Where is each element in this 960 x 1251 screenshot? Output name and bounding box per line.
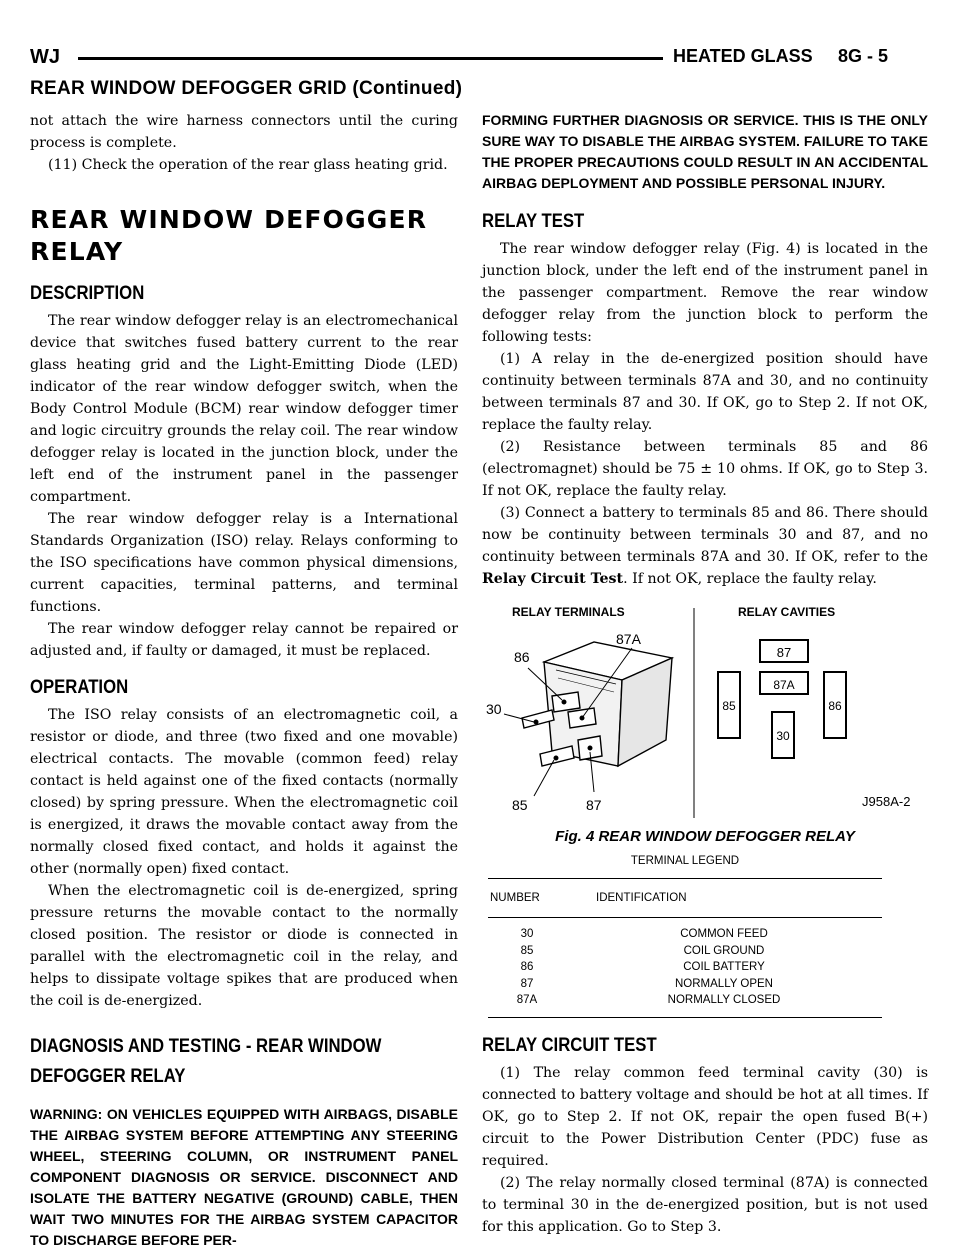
paragraph: The rear window defogger relay is an electromechanical device that switches fused battery current to the rear glass heating grid and the Light-Emitting Diode (LED) indicator of the rear window defogger switch, when the Body Control Module (BCM) rear window defogger timer and logic circuitry grounds the relay coil. The rear window defogger relay is located in the junction block, under the left end of the instrument panel in the passenger compartment. [30,313,458,505]
legend-title: TERMINAL LEGEND [630,855,740,867]
terminals-label: RELAY TERMINALS [512,605,625,619]
paragraph: When the electromagnetic coil is de-energized, spring pressure returns the movable contact to the normally closed position. The resistor or diode is connected in parallel with the electromagnetic coil in the relay, and helps to dissipate voltage spikes that are produced when the coil is de-energized. [30,883,458,1009]
legend-id: COIL BATTERY [683,961,765,973]
table-row [488,976,882,993]
relay-body [522,642,672,766]
legend-number: 30 [520,928,534,940]
figure-caption: Fig. 4 REAR WINDOW DEFOGGER RELAY [555,828,855,845]
cavity-87: 87 [776,645,792,660]
paragraph [482,502,928,590]
label-86: 86 [514,649,530,665]
text-span: . If not OK, replace the faulty relay. [623,571,877,587]
section-title: HEATED GLASS [673,46,813,66]
label-85: 85 [512,797,528,813]
warning-text-continued: FORMING FURTHER DIAGNOSIS OR SERVICE. THIS IS THE ONLY SURE WAY TO DISABLE THE AIRBAG SYSTEM. FAILURE TO TAKE THE PROPER PRECAUTIONS COULD RESULT IN AN ACCIDENTAL AIRBAG DEPLOYMENT AND POSSIBLE PERSONAL INJURY. [482,112,928,191]
paragraph: (1) A relay in the de-energized position should have continuity between terminals 87A and 30, and no continuity between terminals 87 and 30. If OK, go to Step 2. If not OK, replace the faulty relay. [482,351,928,433]
paragraph: (2) Resistance between terminals 85 and 86 (electromagnet) should be 75 ± 10 ohms. If OK, go to Step 3. If not OK, replace the faulty relay. [482,439,928,499]
cross-reference-link: Relay Circuit Test [482,571,624,587]
right-column [482,110,928,1238]
paragraph: The rear window defogger relay cannot be repaired or adjusted and, if faulty or damaged, it must be replaced. [30,621,458,659]
paragraph: The rear window defogger relay (Fig. 4) is located in the junction block, under the left end of the instrument panel in the passenger compartment. Remove the rear window defogger relay from the junction block to perform the following tests: [482,241,928,345]
legend-number: 85 [520,944,534,957]
label-87: 87 [586,797,602,813]
legend-id: NORMALLY CLOSED [667,994,781,1006]
table-row [488,959,882,976]
paragraph: (11) Check the operation of the rear glass heating grid. [48,157,448,173]
label-30: 30 [486,701,502,717]
legend-id: COIL GROUND [683,944,765,957]
paragraph: The ISO relay consists of an electromagnetic coil, a resistor or diode, and three (two fixed and one movable) electrical contacts. The movable (common feed) relay contact is held against one of the fixed contacts (normally closed) by spring pressure. When the electromagnetic coil is energized, it draws the movable contact away from the normally closed fixed contact, and holds it against the other (normally open) fixed contact. [30,707,458,877]
model-code: WJ [30,46,60,68]
legend-body [488,918,882,1017]
table-row [488,992,882,1009]
cavity-85: 85 [722,699,736,713]
legend-rule [488,1017,882,1018]
paragraph: (2) The relay normally closed terminal (87A) is connected to terminal 30 in the de-energized position, but is not used for this application. Go to Step 3. [482,1174,928,1235]
cavity-87a: 87A [773,678,795,692]
cavities-label: RELAY CAVITIES [738,605,836,619]
legend-col-id: IDENTIFICATION [596,892,687,904]
cavity-86: 86 [828,699,842,713]
continued-title: REAR WINDOW DEFOGGER GRID (Continued) [30,78,463,99]
legend-number: 87 [520,977,534,990]
warning-text: WARNING: ON VEHICLES EQUIPPED WITH AIRBAGS, DISABLE THE AIRBAG SYSTEM BEFORE ATTEMPTING ANY STEERING WHEEL, STEERING COLUMN, OR INSTRUMENT PANEL COMPONENT DIAGNOSIS OR SERVICE. DISCONNECT AND ISOLATE THE BATTERY NEGATIVE (GROUND) CABLE, THEN WAIT TWO MINUTES FOR THE AIRBAG SYSTEM CAPACITOR TO DISCHARGE BEFORE PER- [30,1106,458,1248]
legend-id: COMMON FEED [680,928,768,940]
legend-number: 86 [520,961,534,973]
table-row [488,926,882,943]
paragraph: (1) The relay common feed terminal cavity (30) is connected to battery voltage and should be hot at all times. If OK, go to Step 2. If not OK, repair the open fused B(+) circuit to the Power Distribution Center (PDC) fuse as required. [482,1064,928,1169]
subheading-relay-test: RELAY TEST [482,211,585,232]
header-rule [78,57,663,60]
relay-illustration [482,600,928,822]
paragraph: The rear window defogger relay is a International Standards Organization (ISO) relay. Relays conforming to the ISO specifications have common physical dimensions, current capacities, terminal patterns, and terminal functions. [30,511,458,615]
text-span: (3) Connect a battery to terminals 85 and 86. There should now be continuity between terminals 30 and 87, and no continuity between terminals 87A and 30. If OK, refer to the [482,505,928,565]
subheading-diagnosis: DIAGNOSIS AND TESTING - REAR WINDOW DEFOGGER RELAY [30,1036,382,1087]
subheading-circuit-test: RELAY CIRCUIT TEST [482,1034,657,1056]
cavity-30: 30 [776,729,790,743]
subheading-description: DESCRIPTION [30,283,145,304]
legend-id: NORMALLY OPEN [675,977,773,990]
label-87a: 87A [616,631,641,647]
left-column [30,110,458,1251]
page-number: 8G - 5 [838,46,889,66]
legend-number: 87A [516,994,538,1006]
table-row [488,943,882,960]
section-heading: REAR WINDOW DEFOGGER RELAY [30,205,428,266]
legend-col-number: NUMBER [490,892,540,904]
figure-code: J958A-2 [862,794,911,809]
legend-header [488,879,882,917]
subheading-operation: OPERATION [30,677,129,698]
relay-figure [482,600,928,822]
paragraph: not attach the wire harness connectors until the curing process is complete. [30,113,458,151]
terminal-legend [488,850,882,1018]
